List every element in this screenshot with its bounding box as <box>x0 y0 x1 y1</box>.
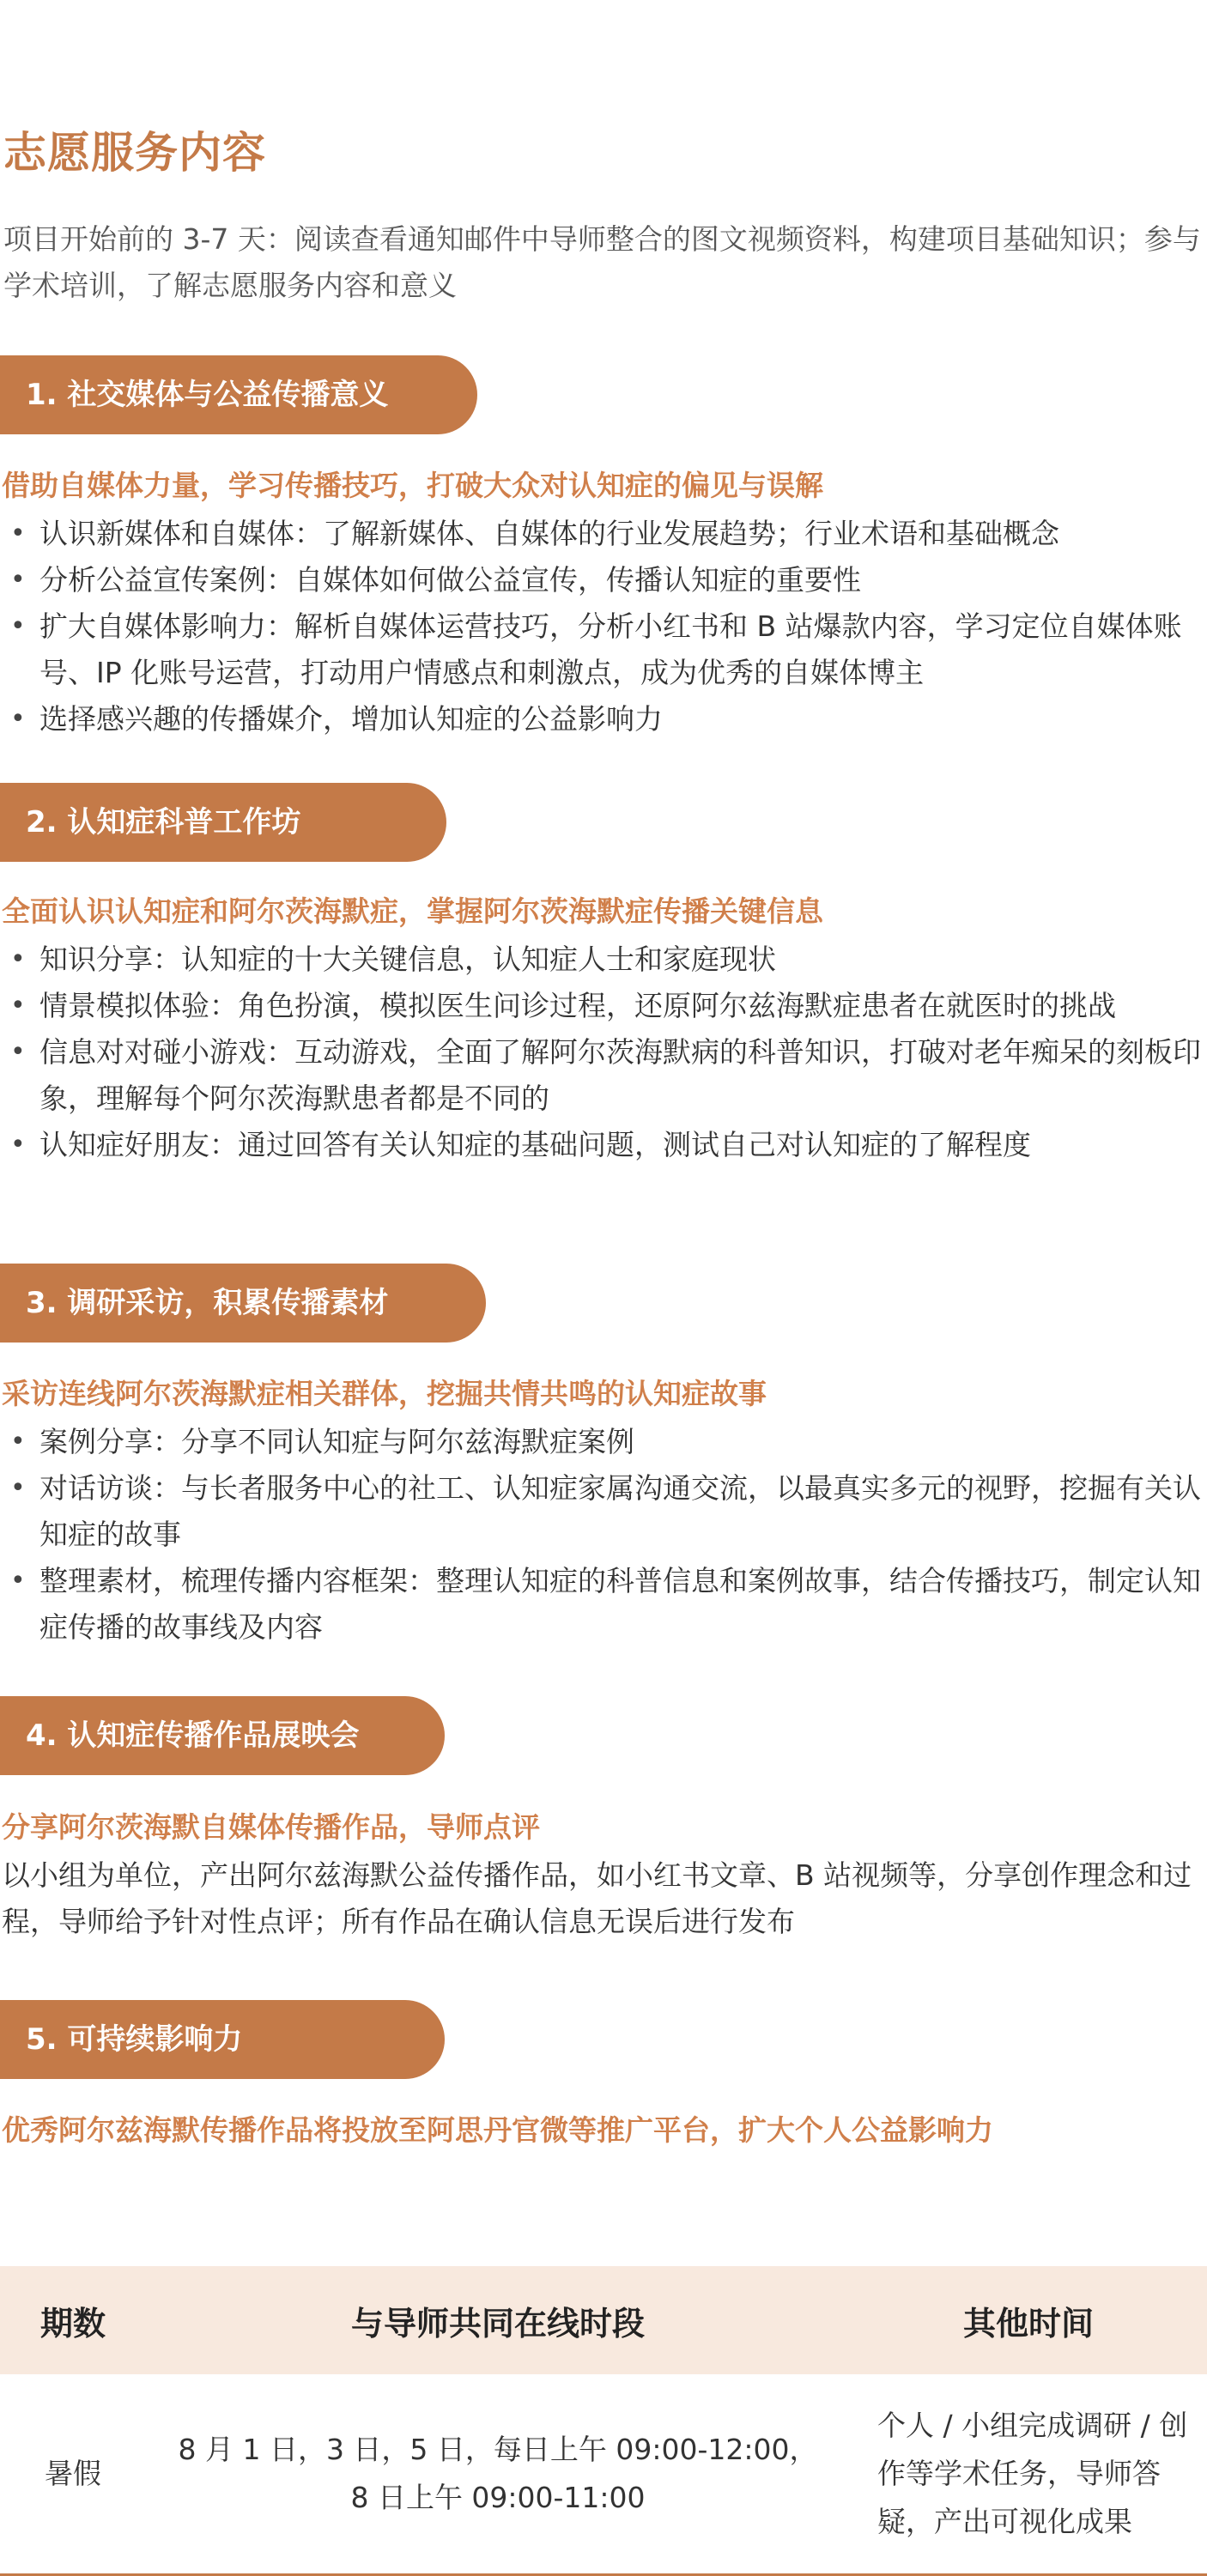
table-header-other-time: 其他时间 <box>850 2266 1207 2374</box>
bullet-dot-icon: • <box>10 1566 26 1596</box>
bullet-dot-icon: • <box>10 704 26 734</box>
bullet-text: 扩大自媒体影响力：解析自媒体运营技巧，分析小红书和 B 站爆款内容，学习定位自媒体账号、IP 化账号运营，打动用户情感点和刺激点，成为优秀的自媒体博主 <box>39 609 1182 689</box>
bullet-dot-icon: • <box>10 1427 26 1457</box>
section-4-title: 4. 认知症传播作品展映会 <box>0 1696 445 1775</box>
table-header-online-time: 与导师共同在线时段 <box>146 2266 850 2374</box>
section-2-subheading: 全面认识认知症和阿尔茨海默症，掌握阿尔茨海默症传播关键信息 <box>2 894 823 928</box>
list-item <box>0 936 1204 983</box>
bullet-text: 选择感兴趣的传播媒介，增加认知症的公益影响力 <box>39 702 663 736</box>
bullet-dot-icon: • <box>10 611 26 641</box>
bullet-text: 整理素材，梳理传播内容框架：整理认知症的科普信息和案例故事，结合传播技巧，制定认知症传播的故事线及内容 <box>39 1564 1201 1644</box>
section-2-bullet-list <box>0 936 1204 1168</box>
section-2-title: 2. 认知症科普工作坊 <box>0 783 446 862</box>
bullet-text: 知识分享：认知症的十大关键信息，认知症人士和家庭现状 <box>39 943 776 976</box>
bullet-text: 对话访谈：与长者服务中心的社工、认知症家属沟通交流，以最真实多元的视野，挖掘有关认知症的故事 <box>39 1471 1201 1551</box>
section-5-subheading: 优秀阿尔兹海默传播作品将投放至阿思丹官微等推广平台，扩大个人公益影响力 <box>2 2113 993 2147</box>
section-1-title: 1. 社交媒体与公益传播意义 <box>0 355 477 434</box>
section-1-subheading: 借助自媒体力量，学习传播技巧，打破大众对认知症的偏见与误解 <box>2 469 823 502</box>
bullet-dot-icon: • <box>10 1473 26 1503</box>
bullet-text: 认识新媒体和自媒体：了解新媒体、自媒体的行业发展趋势；行业术语和基础概念 <box>39 517 1059 550</box>
section-4-subheading: 分享阿尔茨海默自媒体传播作品，导师点评 <box>2 1810 540 1844</box>
bullet-dot-icon: • <box>10 944 26 974</box>
list-item <box>0 603 1204 696</box>
table-row <box>0 2374 1207 2575</box>
section-3-bullet-list <box>0 1419 1204 1651</box>
table-cell-online-time <box>146 2374 850 2575</box>
list-item <box>0 557 1204 603</box>
page-title: 志愿服务内容 <box>3 128 266 178</box>
section-4-paragraph: 以小组为单位，产出阿尔兹海默公益传播作品，如小红书文章、B 站视频等，分享创作理念和过程，导师给予针对性点评；所有作品在确认信息无误后进行发布 <box>2 1858 1192 1938</box>
bullet-dot-icon: • <box>10 1130 26 1160</box>
table-header-row <box>0 2266 1207 2374</box>
bullet-text: 认知症好朋友：通过回答有关认知症的基础问题，测试自己对认知症的了解程度 <box>39 1128 1031 1161</box>
bullet-text: 案例分享：分享不同认知症与阿尔兹海默症案例 <box>39 1425 634 1458</box>
table-cell-other-time: 个人 / 小组完成调研 / 创作等学术任务，导师答疑，产出可视化成果 <box>850 2374 1207 2575</box>
online-time-line-2: 8 日上午 09:00-11:00 <box>350 2481 646 2514</box>
intro-paragraph: 项目开始前的 3-7 天：阅读查看通知邮件中导师整合的图文视频资料，构建项目基础知识；参与学术培训，了解志愿服务内容和意义 <box>3 222 1201 302</box>
schedule-table <box>0 2266 1207 2576</box>
list-item <box>0 983 1204 1029</box>
section-5-title: 5. 可持续影响力 <box>0 2000 445 2079</box>
list-item <box>0 1558 1204 1651</box>
list-item <box>0 1419 1204 1465</box>
bullet-text: 情景模拟体验：角色扮演，模拟医生问诊过程，还原阿尔兹海默症患者在就医时的挑战 <box>39 989 1116 1022</box>
list-item <box>0 1029 1204 1122</box>
list-item <box>0 1465 1204 1558</box>
table-header-period: 期数 <box>0 2266 146 2374</box>
bullet-dot-icon: • <box>10 565 26 595</box>
section-3-subheading: 采访连线阿尔茨海默症相关群体，挖掘共情共鸣的认知症故事 <box>2 1377 767 1410</box>
bullet-text: 信息对对碰小游戏：互动游戏，全面了解阿尔茨海默病的科普知识，打破对老年痴呆的刻板印象，理解每个阿尔茨海默患者都是不同的 <box>39 1035 1201 1115</box>
bullet-dot-icon: • <box>10 518 26 549</box>
list-item <box>0 1122 1204 1168</box>
bullet-dot-icon: • <box>10 991 26 1021</box>
bullet-dot-icon: • <box>10 1037 26 1067</box>
section-3-title: 3. 调研采访，积累传播素材 <box>0 1264 486 1343</box>
table-cell-period: 暑假 <box>0 2374 146 2575</box>
list-item <box>0 696 1204 742</box>
bullet-text: 分析公益宣传案例：自媒体如何做公益宣传，传播认知症的重要性 <box>39 563 861 597</box>
online-time-line-1: 8 月 1 日，3 日，5 日，每日上午 09:00-12:00， <box>178 2433 818 2466</box>
list-item <box>0 511 1204 557</box>
section-1-bullet-list <box>0 511 1204 742</box>
